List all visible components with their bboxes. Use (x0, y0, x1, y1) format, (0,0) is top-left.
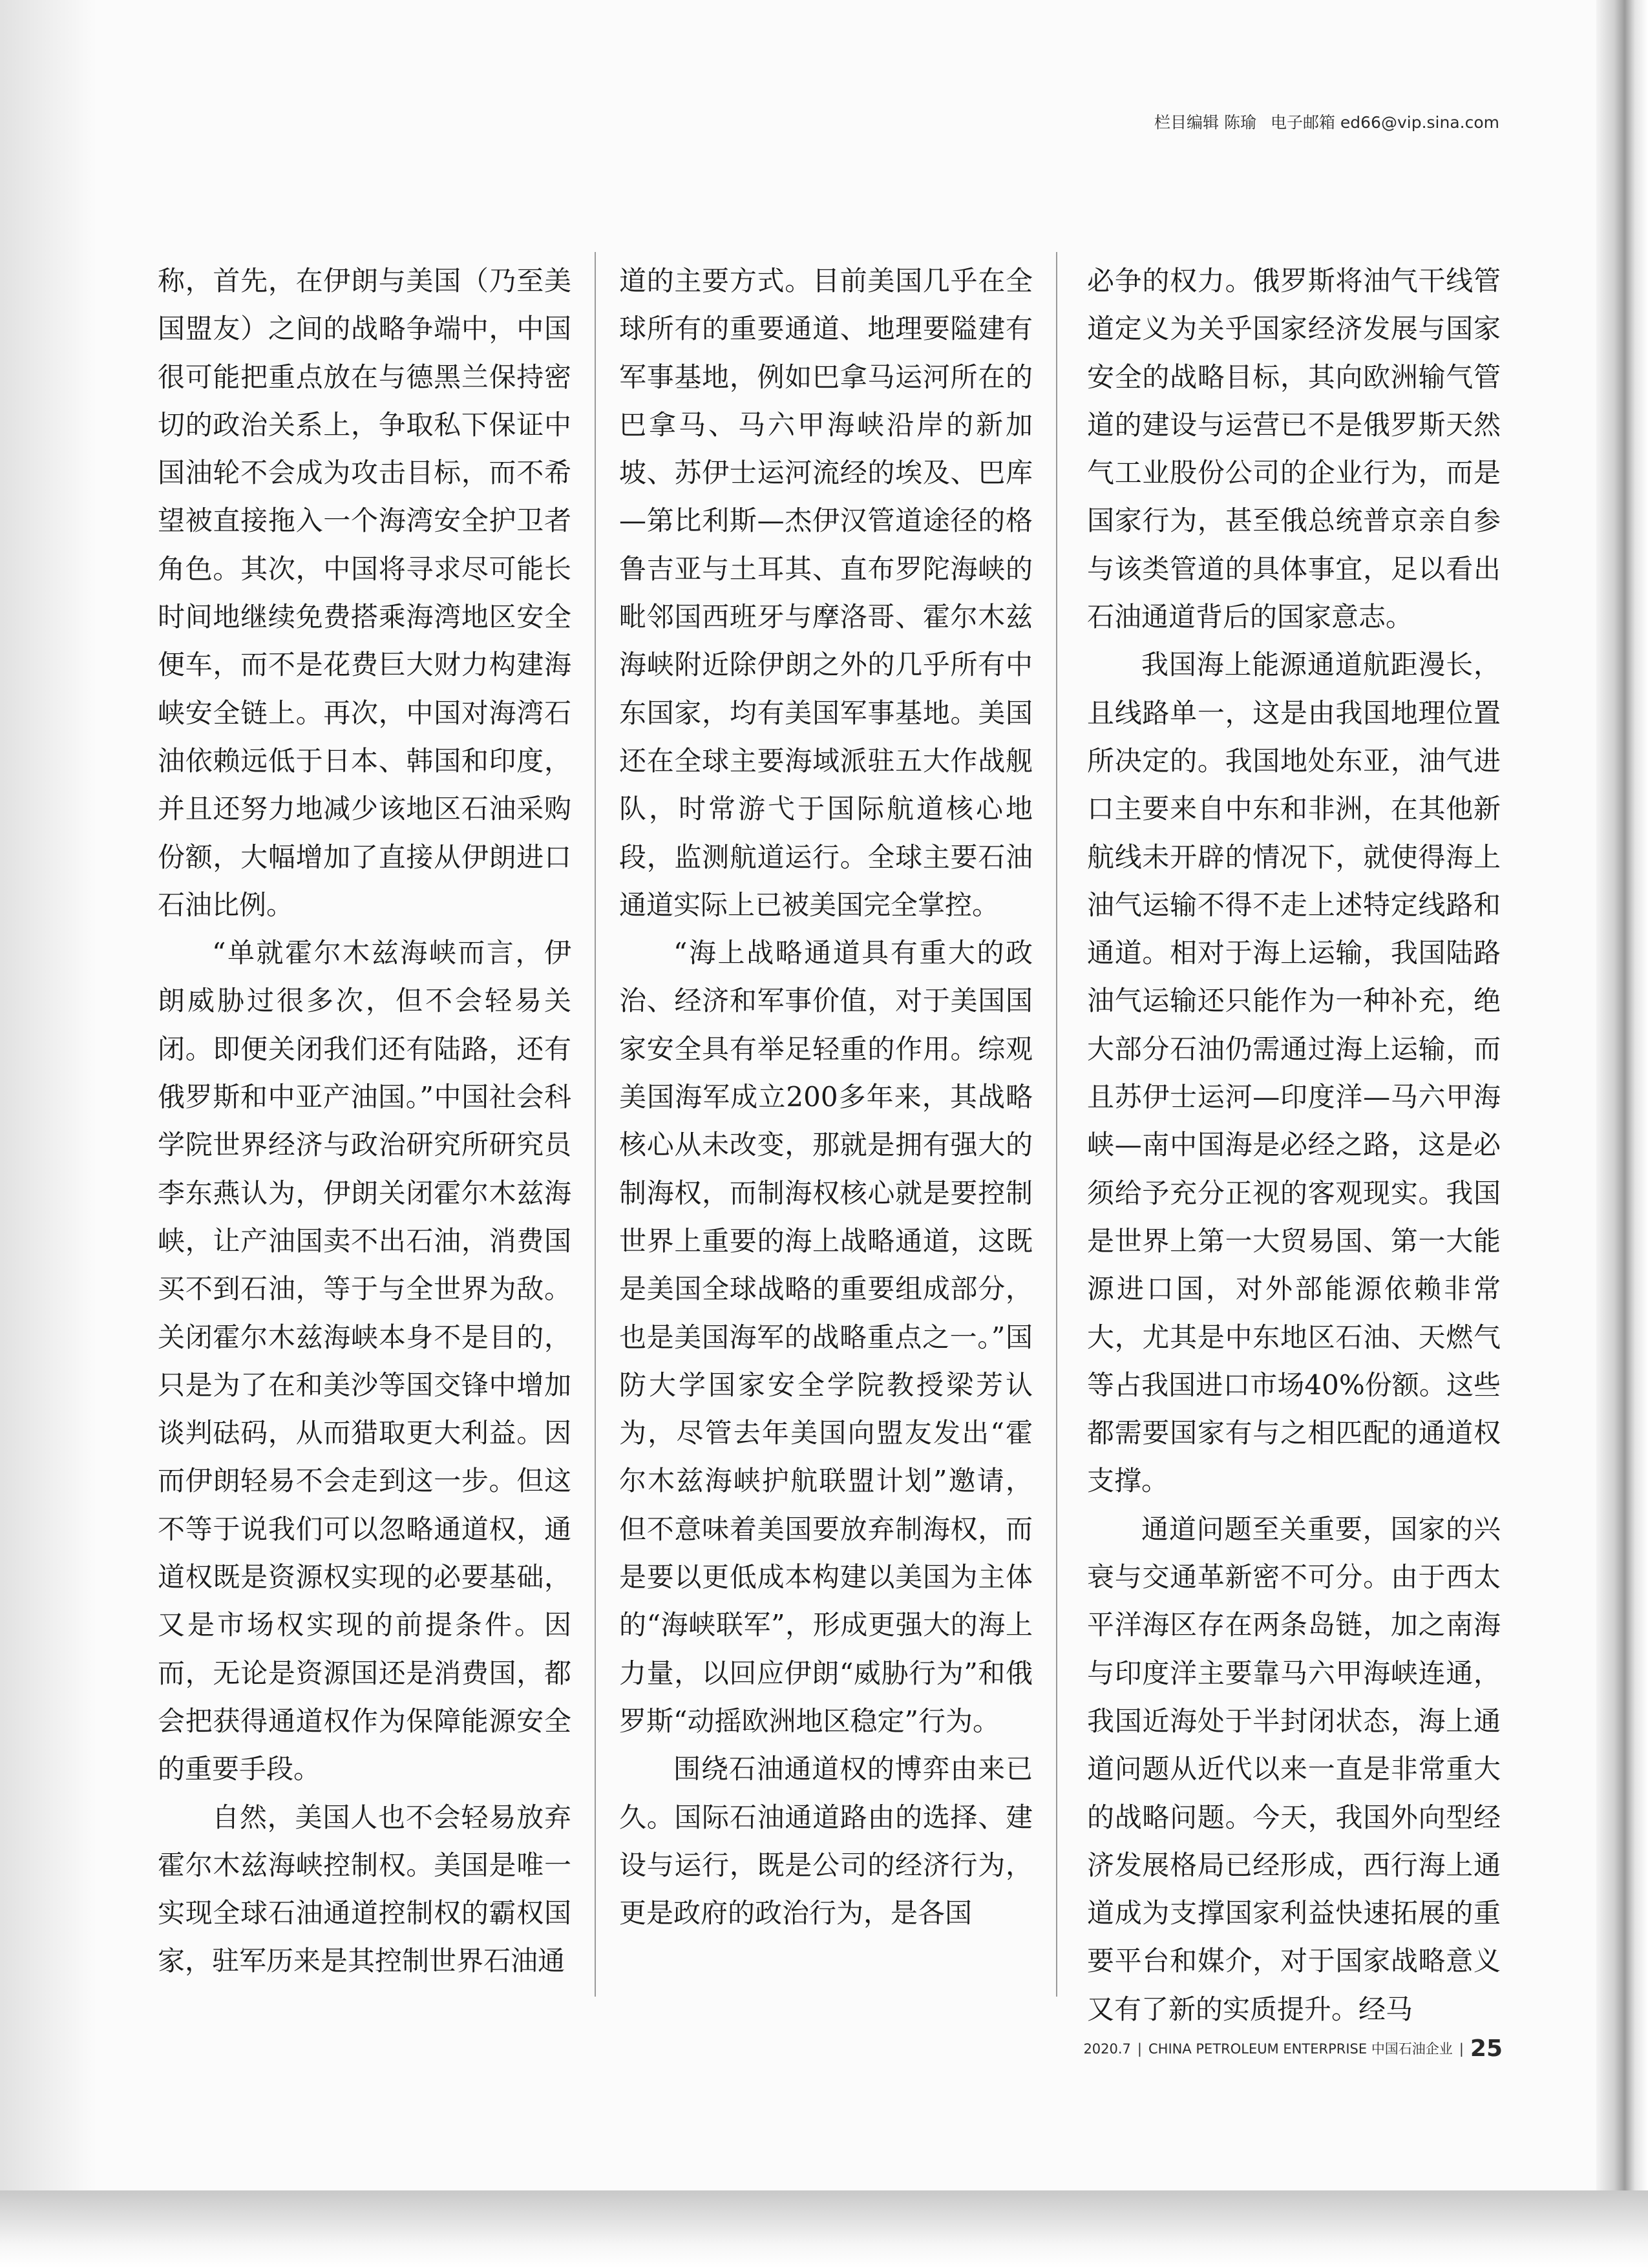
paragraph: 我国海上能源通道航距漫长，且线路单一，这是由我国地理位置所决定的。我国地处东亚，油气进口主要来自中东和非洲，在其他新航线未开辟的情况下，就使得海上油气运输不得不走上述特定线路和通道。相对于海上运输，我国陆路油气运输还只能作为一种补充，绝大部分石油仍需通过海上运输，而且苏伊士运河—印度洋—马六甲海峡—南中国海是必经之路，这是必须给予充分正视的客观现实。我国是世界上第一大贸易国、第一大能源进口国，对外部能源依赖非常大，尤其是中东地区石油、天燃气等占我国进口市场40%份额。这些都需要国家有与之相匹配的通道权支撑。 (1087, 649, 1501, 1497)
text-column-2 (619, 257, 1033, 1937)
paragraph: 自然，美国人也不会轻易放弃霍尔木兹海峡控制权。美国是唯一实现全球石油通道控制权的霸权国家，驻军历来是其控制世界石油通 (158, 1801, 571, 1977)
issue-date: 2020.7 (1083, 2041, 1131, 2057)
footer-separator: | (1459, 2041, 1464, 2057)
paragraph: 道的主要方式。目前美国几乎在全球所有的重要通道、地理要隘建有军事基地，例如巴拿马运河所在的巴拿马、马六甲海峡沿岸的新加坡、苏伊士运河流经的埃及、巴库—第比利斯—杰伊汉管道途径的格鲁吉亚与土耳其、直布罗陀海峡的毗邻国西班牙与摩洛哥、霍尔木兹海峡附近除伊朗之外的几乎所有中东国家，均有美国军事基地。美国还在全球主要海域派驻五大作战舰队，时常游弋于国际航道核心地段，监测航道运行。全球主要石油通道实际上已被美国完全掌控。 (619, 265, 1033, 921)
footer-separator: | (1137, 2041, 1142, 2057)
page-header (1086, 110, 1499, 133)
column-divider (595, 252, 596, 1997)
editor-email: 电子邮箱 ed66@vip.sina.com (1270, 113, 1499, 132)
page-edge-bottom (0, 2190, 1648, 2268)
column-editor: 栏目编辑 陈瑜 (1154, 113, 1256, 132)
text-column-1 (158, 257, 571, 1986)
paragraph: “单就霍尔木兹海峡而言，伊朗威胁过很多次，但不会轻易关闭。即便关闭我们还有陆路，还有俄罗斯和中亚产油国。”中国社会科学院世界经济与政治研究所研究员李东燕认为，伊朗关闭霍尔木兹海峡，让产油国卖不出石油，消费国买不到石油，等于与全世界为敌。关闭霍尔木兹海峡本身不是目的，只是为了在和美沙等国交锋中增加谈判砝码，从而猎取更大利益。因而伊朗轻易不会走到这一步。但这不等于说我们可以忽略通道权，通道权既是资源权实现的必要基础，又是市场权实现的前提条件。因而，无论是资源国还是消费国，都会把获得通道权作为保障能源安全的重要手段。 (158, 937, 571, 1785)
column-divider (1056, 252, 1057, 1997)
page-footer (1034, 2035, 1503, 2062)
magazine-name-cn: 中国石油企业 (1371, 2041, 1453, 2057)
page-edge-right (1596, 0, 1648, 2268)
spine-shadow (0, 0, 97, 2190)
paragraph: 通道问题至关重要，国家的兴衰与交通革新密不可分。由于西太平洋海区存在两条岛链，加之南海与印度洋主要靠马六甲海峡连通，我国近海处于半封闭状态，海上通道问题从近代以来一直是非常重大的战略问题。今天，我国外向型经济发展格局已经形成，西行海上通道成为支撑国家利益快速拓展的重要平台和媒介，对于国家战略意义又有了新的实质提升。经马 (1087, 1513, 1501, 2025)
paragraph: “海上战略通道具有重大的政治、经济和军事价值，对于美国国家安全具有举足轻重的作用。综观美国海军成立200多年来，其战略核心从未改变，那就是拥有强大的制海权，而制海权核心就是要控制世界上重要的海上战略通道，这既是美国全球战略的重要组成部分，也是美国海军的战略重点之一。”国防大学国家安全学院教授梁芳认为，尽管去年美国向盟友发出“霍尔木兹海峡护航联盟计划”邀请，但不意味着美国要放弃制海权，而是要以更低成本构建以美国为主体的“海峡联军”，形成更强大的海上力量，以回应伊朗“威胁行为”和俄罗斯“动摇欧洲地区稳定”行为。 (619, 937, 1033, 1737)
magazine-name-en: CHINA PETROLEUM ENTERPRISE (1148, 2041, 1368, 2057)
page-number: 25 (1470, 2035, 1503, 2062)
paragraph: 必争的权力。俄罗斯将油气干线管道定义为关乎国家经济发展与国家安全的战略目标，其向欧洲输气管道的建设与运营已不是俄罗斯天然气工业股份公司的企业行为，而是国家行为，甚至俄总统普京亲自参与该类管道的具体事宜，足以看出石油通道背后的国家意志。 (1087, 265, 1501, 633)
text-column-3 (1087, 257, 1501, 2033)
paragraph: 称，首先，在伊朗与美国（乃至美国盟友）之间的战略争端中，中国很可能把重点放在与德黑兰保持密切的政治关系上，争取私下保证中国油轮不会成为攻击目标，而不希望被直接拖入一个海湾安全护卫者角色。其次，中国将寻求尽可能长时间地继续免费搭乘海湾地区安全便车，而不是花费巨大财力构建海峡安全链上。再次，中国对海湾石油依赖远低于日本、韩国和印度，并且还努力地减少该地区石油采购份额，大幅增加了直接从伊朗进口石油比例。 (158, 265, 571, 921)
paragraph: 围绕石油通道权的博弈由来已久。国际石油通道路由的选择、建设与运行，既是公司的经济行为，更是政府的政治行为，是各国 (619, 1753, 1033, 1929)
